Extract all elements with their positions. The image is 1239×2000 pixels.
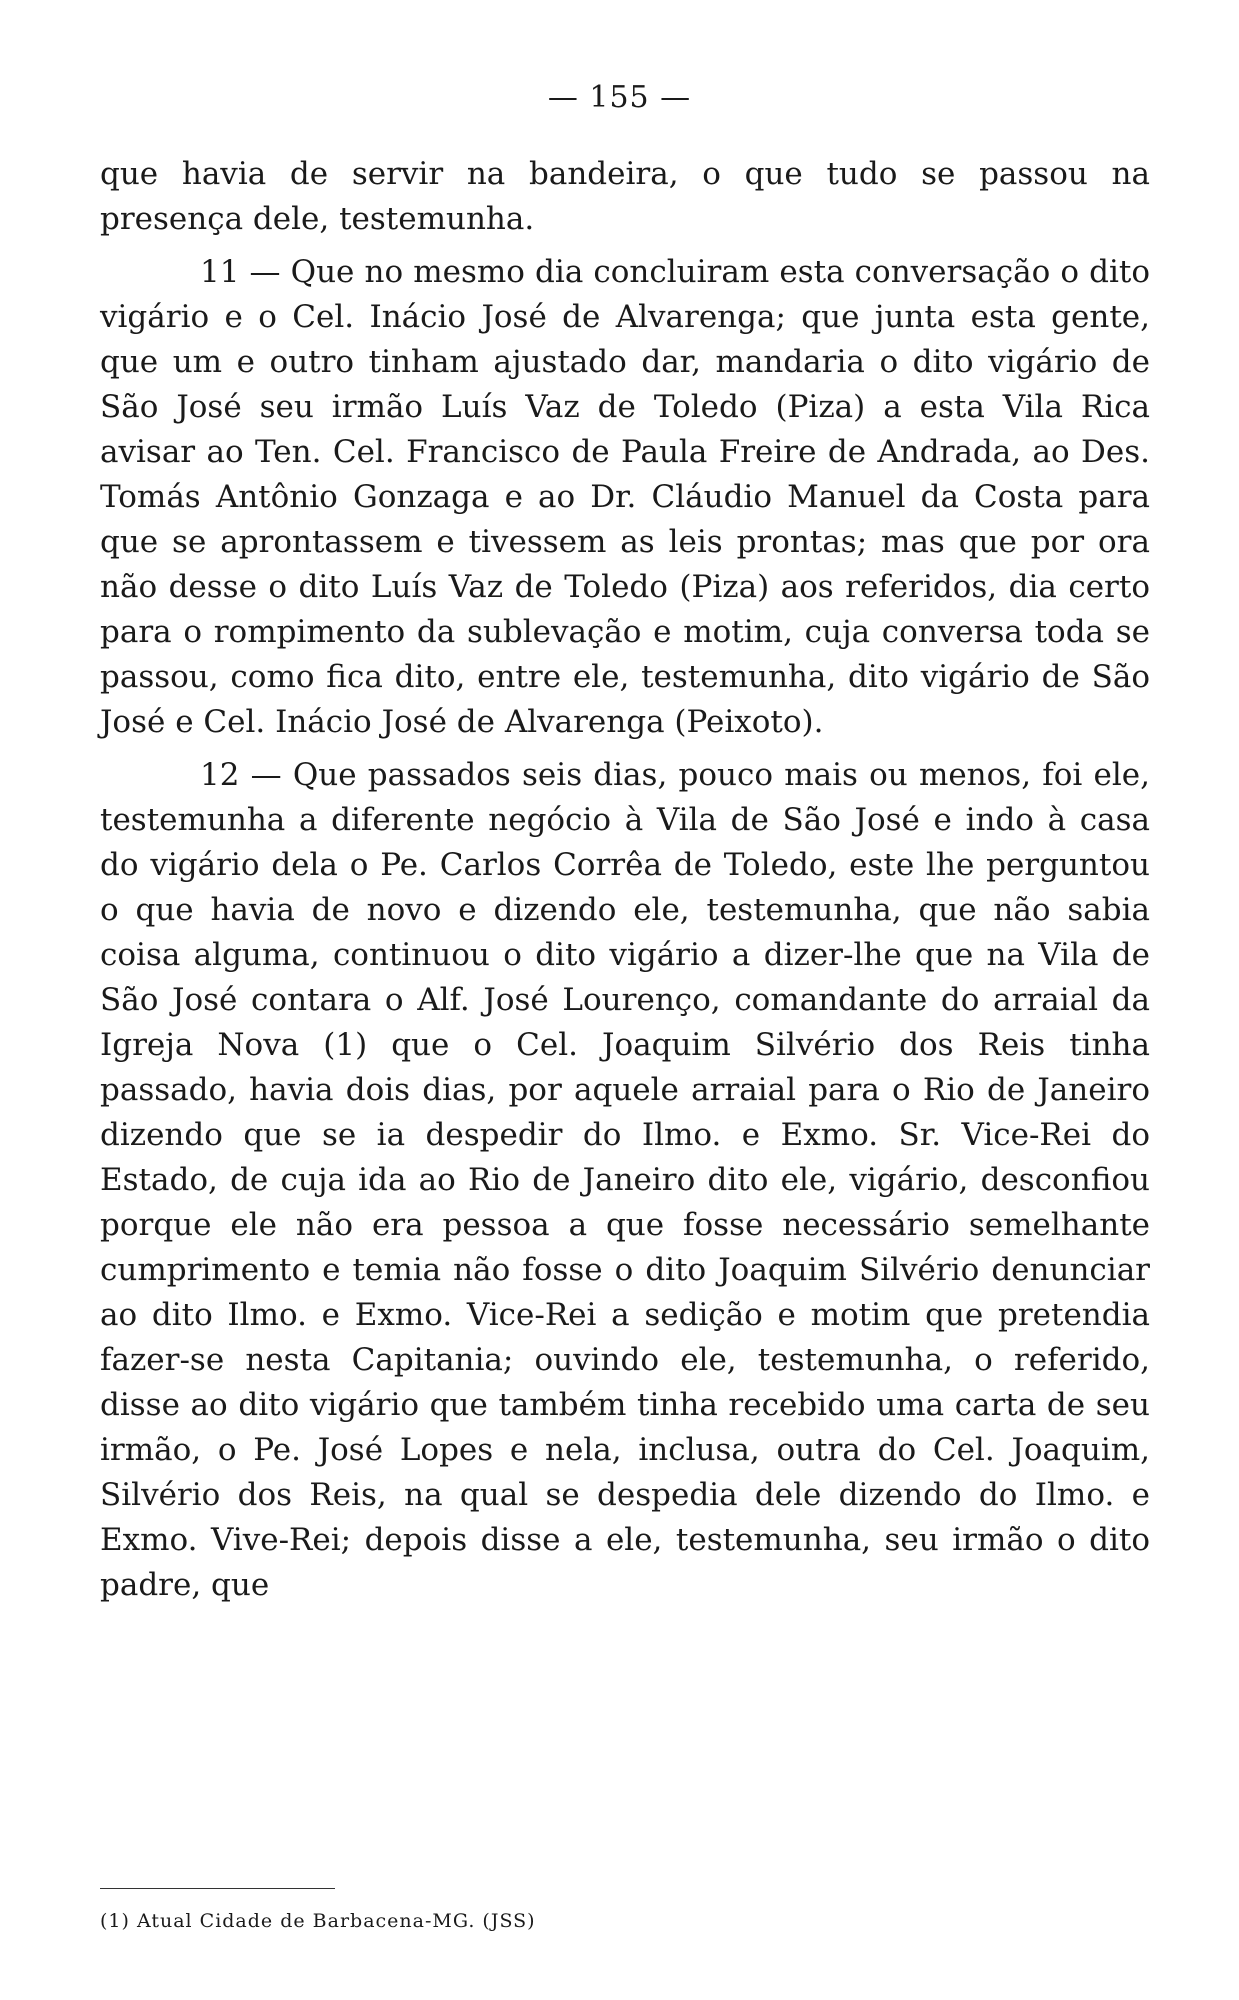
- page-number: — 155 —: [547, 80, 692, 115]
- footnote: (1) Atual Cidade de Barbacena-MG. (JSS): [100, 1910, 536, 1932]
- paragraph-12: 12 — Que passados seis dias, pouco mais ou menos, foi ele, testemunha a diferente negócio à Vila de São José e indo à casa do vigário dela o Pe. Carlos Corrêa de Toledo, este lhe perguntou o que havia de novo e dizendo ele, testemunha, que não sabia coisa alguma, continuou o dito vigário a dizer-lhe que na Vila de São José contara o Alf. José Lourenço, comandante do arraial da Igreja Nova (1) que o Cel. Joaquim Silvério dos Reis tinha passado, havia dois dias, por aquele arraial para o Rio de Janeiro dizendo que se ia despedir do Ilmo. e Exmo. Sr. Vice-Rei do Estado, de cuja ida ao Rio de Janeiro dito ele, vigário, desconfiou porque ele não era pessoa a que fosse necessário semelhante cumprimento e temia não fosse o dito Joaquim Silvério denunciar ao dito Ilmo. e Exmo. Vice-Rei a sedição e motim que pretendia fazer-se nesta Capitania; ouvindo ele, testemunha, o referido, disse ao dito vigário que também tinha recebido uma carta de seu irmão, o Pe. José Lopes e nela, inclusa, outra do Cel. Joaquim, Silvério dos Reis, na qual se despedia dele dizendo do Ilmo. e Exmo. Vive-Rei; depois disse a ele, testemunha, seu irmão o dito padre, que: [100, 757, 1150, 1603]
- paragraph-continuation: que havia de servir na bandeira, o que tudo se passou na presença dele, testemunha.: [100, 156, 1150, 237]
- body-text: [100, 152, 1150, 1608]
- paragraph-11: 11 — Que no mesmo dia concluiram esta conversação o dito vigário e o Cel. Inácio José de Alvarenga; que junta esta gente, que um e outro tinham ajustado dar, mandaria o dito vigário de São José seu irmão Luís Vaz de Toledo (Piza) a esta Vila Rica avisar ao Ten. Cel. Francisco de Paula Freire de Andrada, ao Des. Tomás Antônio Gonzaga e ao Dr. Cláudio Manuel da Costa para que se aprontassem e tivessem as leis prontas; mas que por ora não desse o dito Luís Vaz de Toledo (Piza) aos referidos, dia certo para o rompimento da sublevação e motim, cuja conversa toda se passou, como fica dito, entre ele, testemunha, dito vigário de São José e Cel. Inácio José de Alvarenga (Peixoto).: [100, 254, 1150, 740]
- footnote-divider: [100, 1888, 335, 1889]
